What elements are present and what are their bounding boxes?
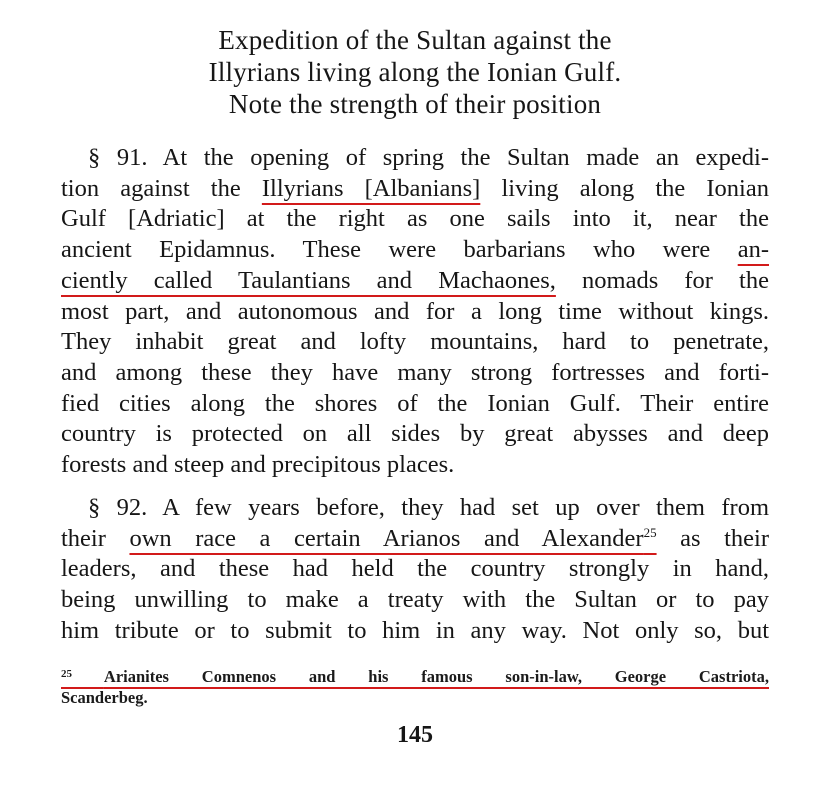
text-line: most part, and autonomous and for a long time without kings. [61, 297, 769, 325]
highlighted-phrase: own race a certain Arianos and Alexander$^{25}$ [129, 524, 657, 552]
page-number: 145 [397, 722, 433, 748]
text-line: tion against the Illyrians [Albanians] living along the Ionian [61, 174, 769, 202]
text-line: § 91. At the opening of spring the Sultan made an expedi- [88, 144, 769, 171]
text-line: Gulf [Adriatic] at the right as one sails into it, near the [61, 205, 769, 233]
highlighted-phrase: ciently called Taulantians and Machaones, [61, 266, 556, 294]
text-line: leaders, and these had held the country strongly in hand, [61, 555, 769, 583]
heading-line: Note the strength of their position [228, 89, 602, 119]
text-line: § 92. A few years before, they had set up over them from [88, 494, 769, 521]
footnote-line: Scanderbeg. [61, 688, 148, 707]
text-line: forests and steep and precipitous places. [61, 451, 455, 479]
text-line: and among these they have many strong fortresses and forti- [61, 358, 769, 386]
text-line: fied cities along the shores of the Ionian Gulf. Their entire [61, 389, 769, 417]
heading-line: Expedition of the Sultan against the [218, 25, 612, 55]
text-line: being unwilling to make a treaty with the Sultan or to pay [61, 586, 769, 614]
highlighted-phrase: Illyrians [Albanians] [261, 174, 481, 202]
footnote-ref: 25 [643, 524, 657, 540]
footnote [61, 666, 769, 708]
text-line: ancient Epidamnus. These were barbarians who were an- [61, 236, 769, 264]
text-line: ciently called Taulantians and Machaones, nomads for the [61, 266, 769, 294]
text-line: country is protected on all sides by great abysses and deep [61, 420, 769, 448]
paragraph-92 [61, 493, 769, 647]
footnote-marker: 25 [61, 668, 72, 680]
text-line: him tribute or to submit to him in any way. Not only so, but [61, 616, 769, 644]
text-line: their own race a certain Arianos and Alexander$^{25}$ as their [61, 524, 769, 552]
highlighted-phrase: an- [737, 236, 769, 264]
heading-line: Illyrians living along the Ionian Gulf. [208, 57, 622, 87]
highlighted-phrase: $^{25}$ Arianites Comnenos and his famous son-in-law, George Castriota, [61, 667, 769, 686]
paragraph-91 [61, 143, 769, 481]
text-line: They inhabit great and lofty mountains, hard to penetrate, [61, 328, 769, 356]
footnote-line [61, 666, 769, 687]
section-heading [0, 24, 830, 120]
